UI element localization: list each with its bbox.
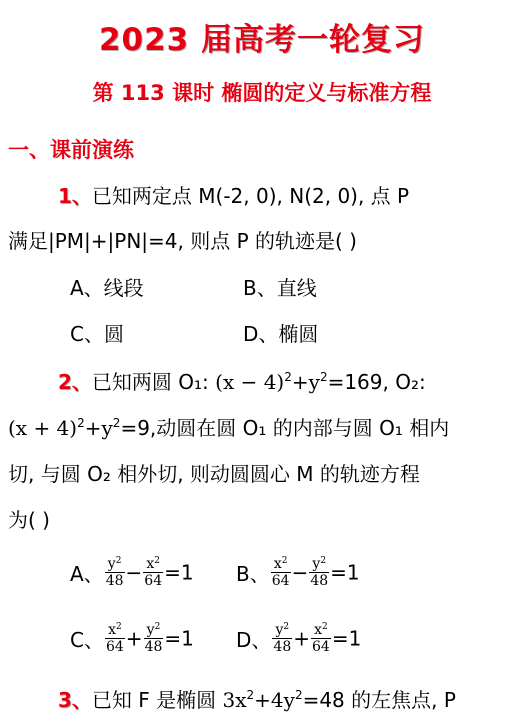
fraction: $\frac{x^2}{64}$ (144, 556, 163, 589)
question-1-option-d: D、椭圆 (243, 322, 319, 346)
lesson-subtitle: 第 113 课时 椭圆的定义与标准方程 (92, 81, 432, 105)
fraction: $\frac{y^2}{48}$ (310, 556, 329, 589)
question-2-line-3: 切, 与圆 O₂ 相外切, 则动圆圆心 M 的轨迹方程 (8, 462, 420, 486)
question-1-option-a: A、线段 (70, 276, 144, 300)
question-2-line-4: 为( ) (8, 508, 50, 532)
fraction: $\frac{x^2}{64}$ (271, 556, 290, 589)
question-2-option-b: B、 $\frac{x^2}{64}$ − $\frac{y^2}{48}$ =1 (236, 556, 360, 589)
question-1-line-2: 满足|PM|+|PN|=4, 则点 P 的轨迹是( ) (8, 229, 357, 253)
question-2-number: 2 (58, 370, 72, 394)
fraction: $\frac{y^2}{48}$ (144, 622, 163, 655)
question-1-line-1: 1、已知两定点 M(-2, 0), N(2, 0), 点 P (58, 184, 410, 208)
page-title: 2023 届高考一轮复习 (98, 22, 426, 58)
question-1-option-c: C、圆 (70, 322, 124, 346)
question-1-number: 1 (58, 184, 72, 208)
question-2-option-a: A、 $\frac{y^2}{48}$ − $\frac{x^2}{64}$ =1 (70, 556, 194, 589)
fraction: $\frac{y^2}{48}$ (273, 622, 292, 655)
question-2-line-2: $(x + 4)^2+y^2=9$,动圆在圆 O₁ 的内部与圆 O₁ 相内 (8, 416, 450, 440)
question-3-line-1: 3、已知 F 是椭圆 $3x^2+4y^2=48$ 的左焦点, P (58, 688, 456, 712)
question-2-option-d: D、 $\frac{y^2}{48}$ + $\frac{x^2}{64}$ =1 (236, 622, 362, 655)
question-2-line-1: 2、已知两圆 O₁: $(x - 4)^2+y^2=169$, O₂: (58, 370, 426, 394)
fraction: $\frac{x^2}{64}$ (105, 622, 124, 655)
fraction: $\frac{y^2}{48}$ (105, 556, 124, 589)
question-3-number: 3 (58, 688, 72, 712)
section-heading: 一、课前演练 (8, 138, 134, 162)
fraction: $\frac{x^2}{64}$ (312, 622, 330, 655)
question-1-option-b: B、直线 (243, 276, 317, 300)
question-2-option-c: C、 $\frac{x^2}{64}$ + $\frac{y^2}{48}$ =1 (70, 622, 194, 655)
